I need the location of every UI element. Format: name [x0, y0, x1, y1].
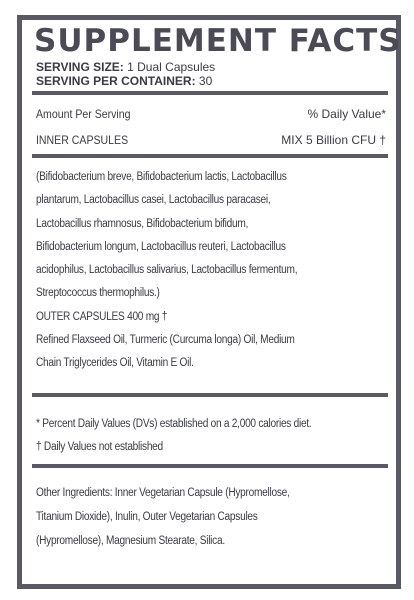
servings-per-container: [36, 74, 212, 88]
ingredients-block: [36, 166, 386, 376]
daily-value-header: % Daily Value*: [307, 107, 386, 121]
other-ingredients-block: [36, 481, 386, 553]
supplement-facts-panel: [17, 15, 401, 589]
ingredients-line: plantarum, Lactobacillus casei, Lactobacillus paracasei,: [36, 194, 271, 207]
inner-capsules-label: INNER CAPSULES: [36, 133, 129, 147]
outer-capsules-line: OUTER CAPSULES 400 mg †: [36, 310, 168, 323]
other-ingredients-line: Other Ingredients: Inner Vegetarian Capsule (Hypromellose,: [36, 487, 290, 499]
ingredients-line: Refined Flaxseed Oil, Turmeric (Curcuma longa) Oil, Medium: [36, 334, 295, 347]
ingredients-line: Lactobacillus rhamnosus, Bifidobacterium bifidum,: [36, 217, 249, 230]
percent-daily-value-note: * Percent Daily Values (DVs) established on a 2,000 calories diet.: [36, 418, 312, 430]
servings-per-container-value: 30: [195, 74, 213, 88]
ingredients-line: Chain Triglycerides Oil, Vitamin E Oil.: [36, 357, 194, 370]
divider-thick: [32, 91, 388, 95]
panel-title: SUPPLEMENT FACTS: [34, 23, 402, 59]
servings-per-container-label: SERVING PER CONTAINER:: [36, 74, 196, 88]
serving-size: [36, 60, 215, 74]
ingredients-line: Bifidobacterium longum, Lactobacillus reuteri, Lactobacillus: [36, 240, 286, 253]
amount-header-row: [36, 107, 386, 121]
divider-thick: [32, 464, 388, 468]
ingredients-line: Streptococcus thermophilus.): [36, 287, 160, 300]
ingredients-line: (Bifidobacterium breve, Bifidobacterium lactis, Lactobacillus: [36, 171, 287, 183]
amount-per-serving-label: Amount Per Serving: [36, 107, 131, 121]
daily-value-notes: [36, 413, 386, 459]
divider-thick: [32, 154, 388, 158]
serving-size-value: 1 Dual Capsules: [123, 60, 216, 74]
ingredients-line: acidophilus, Lactobacillus salivarius, Lactobacillus fermentum,: [36, 264, 298, 277]
inner-capsules-amount: MIX 5 Billion CFU †: [281, 133, 386, 147]
serving-size-label: SERVING SIZE:: [36, 60, 124, 74]
divider-thick: [32, 393, 388, 397]
daily-value-not-established-note: † Daily Values not established: [36, 441, 163, 453]
other-ingredients-line: (Hypromellose), Magnesium Stearate, Silica.: [36, 535, 225, 547]
other-ingredients-line: Titanium Dioxide), Inulin, Outer Vegetarian Capsules: [36, 511, 258, 523]
inner-capsules-row: [36, 133, 386, 147]
